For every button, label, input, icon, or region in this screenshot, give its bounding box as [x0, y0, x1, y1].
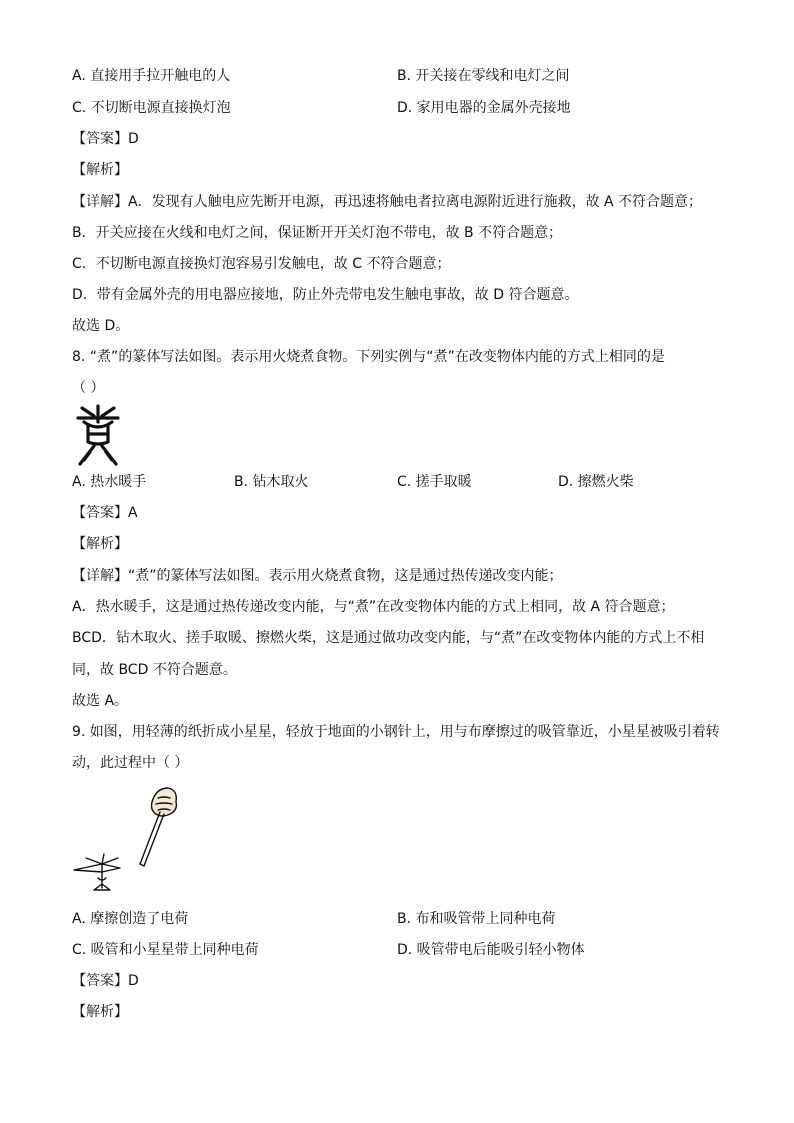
q7-option-b: B. 开关接在零线和电灯之间	[397, 68, 570, 84]
q8-conclusion: 故选 A。	[72, 693, 129, 709]
q8-detail-line: BCD．钻木取火、搓手取暖、擦燃火柴，这是通过做功改变内能，与“煮”在改变物体内能的方式上不相	[72, 630, 705, 646]
answer-value: D	[128, 131, 139, 147]
seal-script-zhu-figure	[74, 402, 122, 468]
straw-star-figure	[72, 784, 192, 900]
q9-answer	[72, 971, 139, 991]
q7-detail-line: C．不切断电源直接换灯泡容易引发触电，故 C 不符合题意；	[72, 256, 451, 272]
q8-analysis-label: 【解析】	[72, 536, 128, 552]
q9-option-a: A. 摩擦创造了电荷	[72, 911, 189, 927]
answer-label: 【答案】	[72, 131, 128, 147]
q9-stem: 9. 如图，用轻薄的纸折成小星星，轻放于地面的小钢针上，用与布摩擦过的吸管靠近，小星星被吸引着转	[72, 724, 720, 740]
q8-option-d: D. 擦燃火柴	[558, 474, 634, 490]
q8-detail-line: A．热水暖手，这是通过热传递改变内能，与“煮”在改变物体内能的方式上相同，故 A 符合题意；	[72, 599, 675, 615]
q7-answer	[72, 129, 139, 149]
q8-stem-bracket: （ ）	[72, 380, 105, 396]
answer-label: 【答案】	[72, 505, 128, 521]
q7-analysis-label: 【解析】	[72, 162, 128, 178]
q8-stem: 8. “煮”的篆体写法如图。表示用火烧煮食物。下列实例与“煮”在改变物体内能的方式上相同的是	[72, 349, 665, 365]
q7-option-a: A. 直接用手拉开触电的人	[72, 68, 231, 84]
q9-stem-bracket: 动，此过程中（ ）	[72, 755, 189, 771]
q9-option-b: B. 布和吸管带上同种电荷	[397, 911, 556, 927]
q8-answer	[72, 503, 138, 523]
q8-option-c: C. 搓手取暖	[397, 474, 472, 490]
q9-analysis-label: 【解析】	[72, 1004, 128, 1020]
q7-detail-line: B．开关应接在火线和电灯之间，保证断开开关灯泡不带电，故 B 不符合题意；	[72, 225, 563, 241]
q8-option-a: A. 热水暖手	[72, 474, 147, 490]
q8-detail-line: 【详解】“煮”的篆体写法如图。表示用火烧煮食物，这是通过热传递改变内能；	[72, 568, 563, 584]
answer-value: A	[128, 505, 138, 521]
q7-detail-line: 【详解】A．发现有人触电应先断开电源，再迅速将触电者拉离电源附近进行施救，故 A 不符合题意；	[72, 194, 703, 210]
q7-conclusion: 故选 D。	[72, 318, 130, 334]
q7-option-c: C. 不切断电源直接换灯泡	[72, 100, 231, 116]
q9-option-d: D. 吸管带电后能吸引轻小物体	[397, 942, 585, 958]
q9-option-c: C. 吸管和小星星带上同种电荷	[72, 942, 259, 958]
answer-label: 【答案】	[72, 973, 128, 989]
q7-option-d: D. 家用电器的金属外壳接地	[397, 100, 571, 116]
q8-detail-line: 同，故 BCD 不符合题意。	[72, 662, 237, 678]
q7-detail-line: D．带有金属外壳的用电器应接地，防止外壳带电发生触电事故，故 D 符合题意。	[72, 287, 579, 303]
answer-value: D	[128, 973, 139, 989]
q8-option-b: B. 钻木取火	[234, 474, 309, 490]
